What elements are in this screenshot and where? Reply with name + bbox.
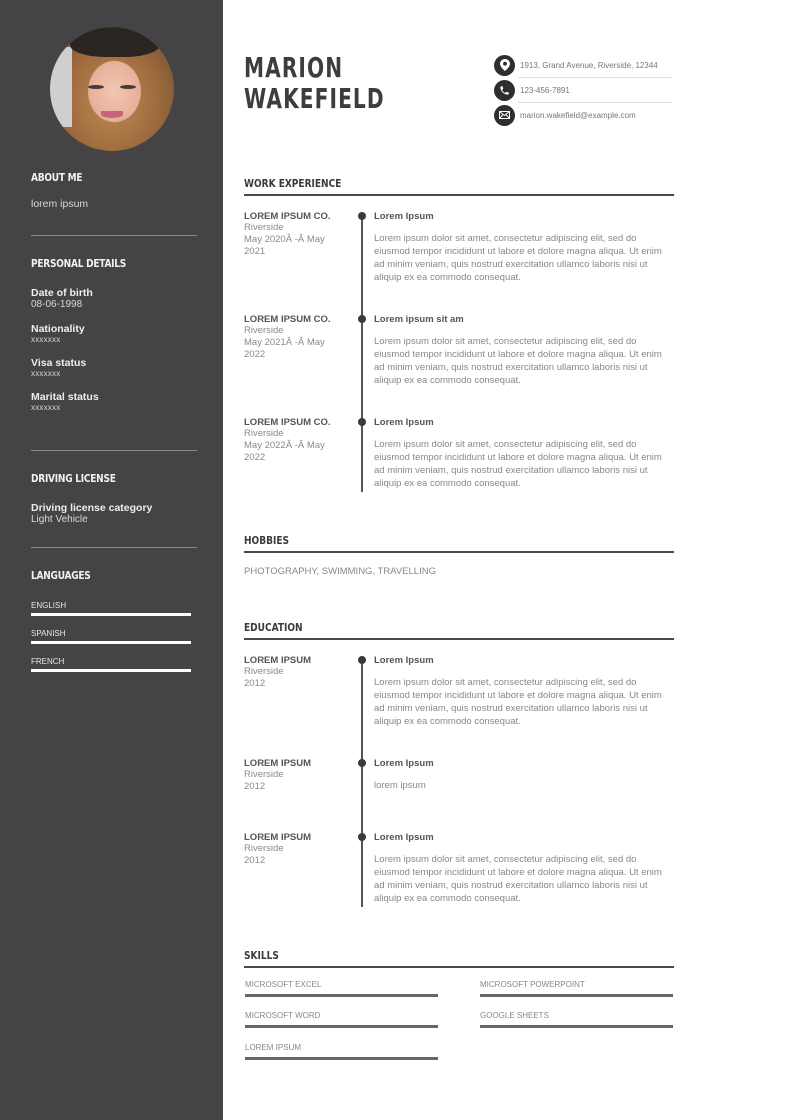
envelope-icon	[494, 105, 515, 126]
work-dates: May 2021Â -Â May	[244, 337, 325, 348]
hobbies-title: HOBBIES	[244, 534, 289, 547]
phone-text: 123-456-7891	[520, 85, 570, 95]
personal-details-section	[31, 257, 197, 412]
driving-license-label: Driving license category	[31, 502, 153, 514]
languages-title: LANGUAGES	[31, 569, 91, 582]
language-item	[31, 601, 197, 616]
institution-location: Riverside	[244, 666, 284, 677]
personal-details-title: PERSONAL DETAILS	[31, 257, 127, 270]
skill-level-bar	[480, 994, 673, 997]
degree-title: Lorem Ipsum	[374, 758, 434, 769]
work-entry-detail	[374, 211, 674, 284]
language-item	[31, 657, 197, 672]
skill-level-bar	[245, 1025, 438, 1028]
skill-level-bar	[245, 1057, 438, 1060]
education-description: Lorem ipsum dolor sit amet, consectetur adipiscing elit, sed do eiusmod tempor incididunt ut labore et dolore magna aliqua. Ut enim ad minim veniam, quis nostrud exercitation ullamco laboris nisi ut aliquip ex ea commodo consequat.	[374, 854, 662, 904]
about-section	[31, 171, 197, 210]
contact-phone	[494, 79, 674, 101]
skills-title: SKILLS	[244, 949, 279, 962]
education-entry-org	[244, 655, 354, 690]
timeline-dot	[358, 315, 366, 323]
language-name: ENGLISH	[31, 601, 67, 610]
detail-label: Date of birth	[31, 287, 93, 299]
education-year: 2012	[244, 678, 266, 689]
skill-item	[245, 980, 438, 997]
photo-hair	[70, 27, 160, 57]
education-entry-detail	[374, 655, 674, 728]
about-text: lorem ipsum	[31, 198, 89, 210]
company-location: Riverside	[244, 222, 284, 233]
institution-name: LOREM IPSUM	[244, 758, 312, 769]
skill-item	[480, 980, 673, 997]
first-name: MARION	[244, 51, 344, 84]
company-name: LOREM IPSUM CO.	[244, 211, 331, 222]
language-level-bar	[31, 613, 191, 616]
work-experience-title: WORK EXPERIENCE	[244, 177, 342, 190]
driving-license-value: Light Vehicle	[31, 514, 88, 525]
timeline-dot	[358, 418, 366, 426]
degree-title: Lorem Ipsum	[374, 655, 434, 666]
work-dates: 2022	[244, 452, 266, 463]
work-entry-detail	[374, 314, 674, 387]
education-timeline	[361, 660, 363, 907]
education-entry-detail	[374, 832, 674, 905]
profile-photo	[50, 27, 174, 151]
education-entry-org	[244, 832, 354, 867]
work-dates: May 2022Â -Â May	[244, 440, 325, 451]
detail-marital-status	[31, 391, 197, 412]
work-dates: May 2020Â -Â May	[244, 234, 325, 245]
job-description: Lorem ipsum dolor sit amet, consectetur adipiscing elit, sed do eiusmod tempor incididunt ut labore et dolore magna aliqua. Ut enim ad minim veniam, quis nostrud exercitation ullamco laboris nisi ut aliquip ex ea commodo consequat.	[374, 336, 662, 386]
timeline-dot	[358, 759, 366, 767]
languages-section	[31, 569, 197, 672]
job-title: Lorem ipsum sit am	[374, 314, 464, 325]
photo-eye	[120, 85, 136, 89]
divider	[518, 77, 673, 78]
photo-background	[50, 47, 72, 127]
work-timeline	[361, 216, 363, 492]
section-divider	[244, 551, 674, 553]
hobbies-text: PHOTOGRAPHY, SWIMMING, TRAVELLING	[244, 566, 436, 577]
language-item	[31, 629, 197, 644]
education-entry-org	[244, 758, 354, 793]
driving-license-title: DRIVING LICENSE	[31, 472, 116, 485]
company-location: Riverside	[244, 325, 284, 336]
skill-level-bar	[480, 1025, 673, 1028]
skill-name: MICROSOFT WORD	[245, 1011, 321, 1020]
driving-license-section	[31, 472, 197, 525]
sidebar	[0, 0, 223, 1120]
last-name: WAKEFIELD	[244, 82, 385, 115]
divider	[518, 102, 673, 103]
work-entry-detail	[374, 417, 674, 490]
contact-address	[494, 54, 674, 76]
work-dates: 2022	[244, 349, 266, 360]
detail-label: Visa status	[31, 357, 87, 369]
timeline-dot	[358, 833, 366, 841]
detail-nationality	[31, 323, 197, 344]
skill-name: LOREM IPSUM	[245, 1043, 302, 1052]
email-text: marion.wakefield@example.com	[520, 110, 636, 120]
section-divider	[244, 194, 674, 196]
photo-mouth	[101, 111, 123, 118]
company-location: Riverside	[244, 428, 284, 439]
education-year: 2012	[244, 781, 266, 792]
institution-location: Riverside	[244, 843, 284, 854]
section-divider	[244, 966, 674, 968]
degree-title: Lorem Ipsum	[374, 832, 434, 843]
detail-label: Marital status	[31, 391, 99, 403]
phone-icon	[494, 80, 515, 101]
education-entry-detail	[374, 758, 674, 792]
education-title: EDUCATION	[244, 621, 303, 634]
detail-value: xxxxxxx	[31, 403, 61, 412]
photo-eye	[88, 85, 104, 89]
candidate-name	[244, 52, 385, 114]
job-title: Lorem Ipsum	[374, 211, 434, 222]
location-pin-icon	[494, 55, 515, 76]
work-dates: 2021	[244, 246, 266, 257]
work-entry-org	[244, 211, 354, 258]
skill-level-bar	[245, 994, 438, 997]
detail-date-of-birth	[31, 287, 197, 310]
detail-visa-status	[31, 357, 197, 378]
skill-name: GOOGLE SHEETS	[480, 1011, 549, 1020]
section-divider	[244, 638, 674, 640]
job-title: Lorem Ipsum	[374, 417, 434, 428]
education-description: Lorem ipsum dolor sit amet, consectetur adipiscing elit, sed do eiusmod tempor incididunt ut labore et dolore magna aliqua. Ut enim ad minim veniam, quis nostrud exercitation ullamco laboris nisi ut aliquip ex ea commodo consequat.	[374, 677, 662, 727]
institution-name: LOREM IPSUM	[244, 832, 312, 843]
education-year: 2012	[244, 855, 266, 866]
language-name: FRENCH	[31, 657, 65, 666]
job-description: Lorem ipsum dolor sit amet, consectetur adipiscing elit, sed do eiusmod tempor incididunt ut labore et dolore magna aliqua. Ut enim ad minim veniam, quis nostrud exercitation ullamco laboris nisi ut aliquip ex ea commodo consequat.	[374, 233, 662, 283]
detail-value: xxxxxxx	[31, 369, 61, 378]
institution-name: LOREM IPSUM	[244, 655, 312, 666]
skill-item	[480, 1011, 673, 1028]
skill-item	[245, 1043, 438, 1060]
language-name: SPANISH	[31, 629, 66, 638]
detail-value: 08-06-1998	[31, 299, 83, 310]
work-entry-org	[244, 417, 354, 464]
divider	[31, 450, 197, 451]
company-name: LOREM IPSUM CO.	[244, 314, 331, 325]
skill-name: MICROSOFT EXCEL	[245, 980, 322, 989]
timeline-dot	[358, 656, 366, 664]
work-entry-org	[244, 314, 354, 361]
language-level-bar	[31, 641, 191, 644]
divider	[31, 235, 197, 236]
contact-email	[494, 104, 674, 126]
institution-location: Riverside	[244, 769, 284, 780]
skill-name: MICROSOFT POWERPOINT	[480, 980, 585, 989]
timeline-dot	[358, 212, 366, 220]
about-title: ABOUT ME	[31, 171, 83, 184]
detail-value: xxxxxxx	[31, 335, 61, 344]
company-name: LOREM IPSUM CO.	[244, 417, 331, 428]
divider	[31, 547, 197, 548]
address-text: 1913, Grand Avenue, Riverside, 12344	[520, 60, 658, 70]
language-level-bar	[31, 669, 191, 672]
job-description: Lorem ipsum dolor sit amet, consectetur adipiscing elit, sed do eiusmod tempor incididunt ut labore et dolore magna aliqua. Ut enim ad minim veniam, quis nostrud exercitation ullamco laboris nisi ut aliquip ex ea commodo consequat.	[374, 439, 662, 489]
education-description: lorem ipsum	[374, 780, 426, 791]
skill-item	[245, 1011, 438, 1028]
detail-label: Nationality	[31, 323, 85, 335]
